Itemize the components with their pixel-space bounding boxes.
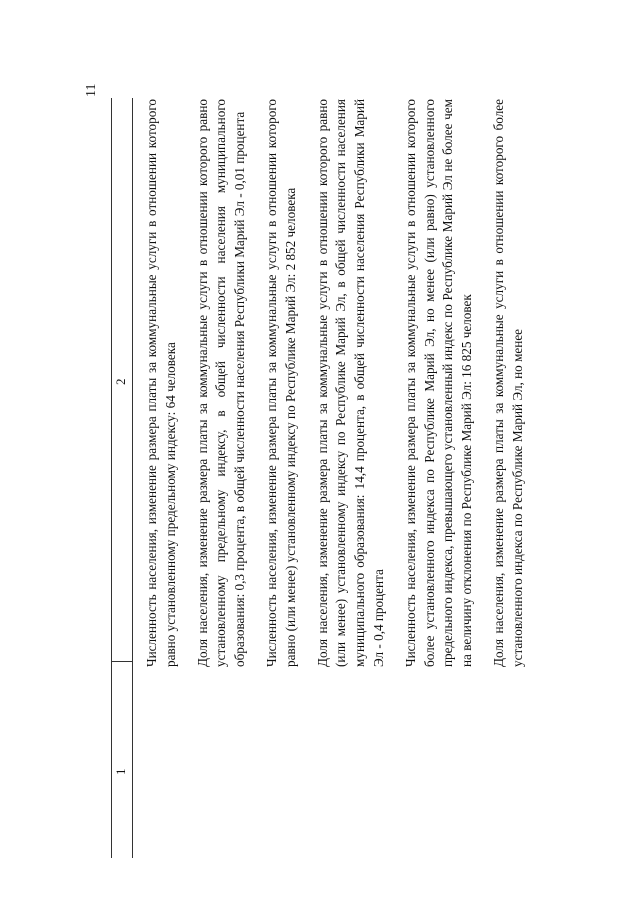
paragraph: Численность населения, изменение размера платы за коммунальные услуги в отношении которого равно установленному предельному индексу: 64 человека xyxy=(144,99,178,667)
table-column-number-2: 2 xyxy=(113,378,128,385)
table-cell-text xyxy=(143,99,541,667)
paragraph: Доля населения, изменение размера платы за коммунальные услуги в отношении которого равно (или менее) установленному индексу по Республике Марий Эл, в общей численности населения муниципального образования: 14,4 процента, в общей численности населения Республики Марий Эл - 0,4 процента xyxy=(314,99,386,667)
table-header-border xyxy=(132,98,133,858)
page-number: 11 xyxy=(84,83,99,97)
paragraph: Доля населения, изменение размера платы за коммунальные услуги в отношении которого более установленного индекса по Республике Марий Эл, но менее xyxy=(490,99,525,667)
paragraph: Численность населения, изменение размера платы за коммунальные услуги в отношении которого более установленного индекса по Республике Марий Эл, но менее (или равно) установленного предельного индекса, превышающего установленный индекс по Республике Марий Эл не более чем на величину отклонения по Республике Марий Эл: 16 825 человек xyxy=(402,99,475,667)
table-top-border xyxy=(111,98,112,858)
table-column-divider xyxy=(111,661,132,662)
paragraph: Доля населения, изменение размера платы за коммунальные услуги в отношении которого равно установленному предельному индексу, в общей численности населения муниципального образования: 0,3 процента, в общей численности населения Республики Марий Эл - 0,01 процента xyxy=(194,99,248,667)
paragraph: Численность населения, изменение размера платы за коммунальные услуги в отношении которого равно (или менее) установленному индексу по Республике Марий Эл: 2 852 человека xyxy=(263,99,298,667)
table-column-number-1: 1 xyxy=(113,768,128,775)
